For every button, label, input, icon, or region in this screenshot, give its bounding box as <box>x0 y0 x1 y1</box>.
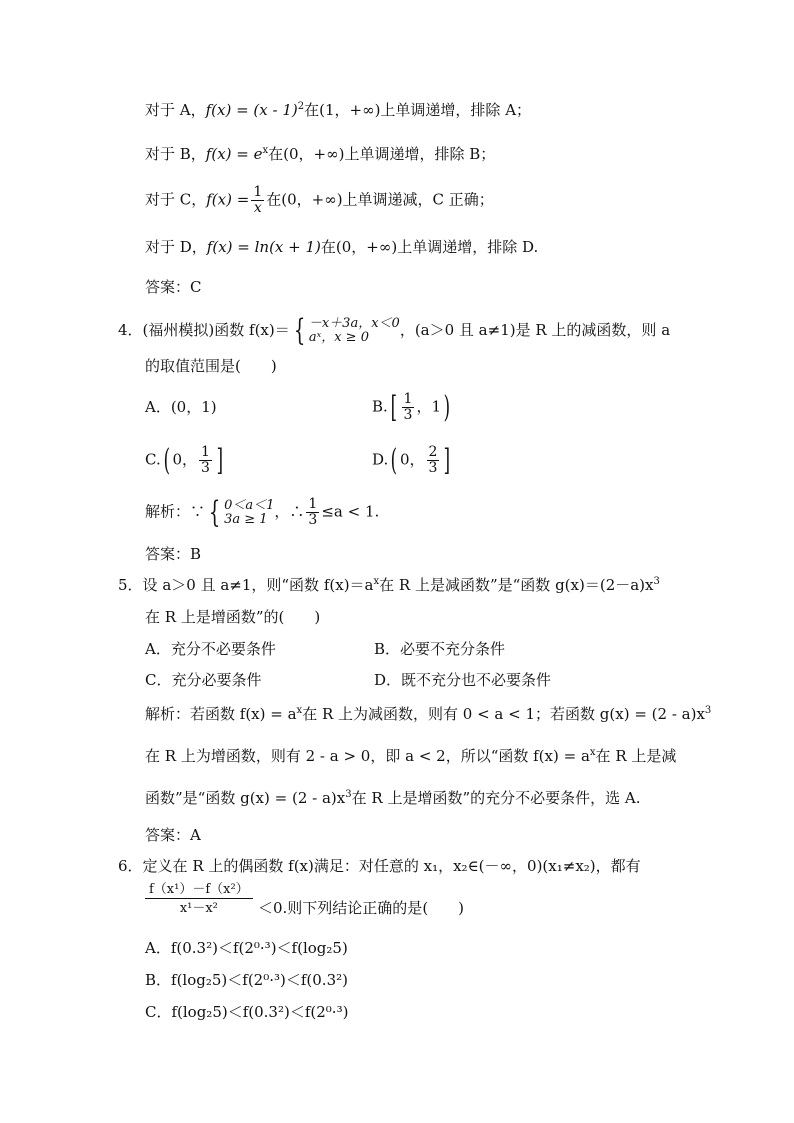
q6-option-c: C．f(log₂5)＜f(0.3²)＜f(2⁰·³) <box>145 1003 349 1021</box>
q4-solution-prefix: 解析：∵ <box>145 502 206 521</box>
q5-solution1-prefix: 解析：若函数 f(x) = a <box>145 705 297 723</box>
q4-option-b-label: B. <box>372 397 388 416</box>
q3-c-suffix: 在(0，+∞)上单调递减，C 正确； <box>266 190 494 209</box>
q6-fraction-denominator: x¹－x² <box>179 901 218 916</box>
q5-option-a: A．充分不必要条件 <box>145 640 276 658</box>
q4-cases <box>309 317 400 345</box>
q4-option-b-right-paren: ) <box>443 389 451 425</box>
q5-solution-line3 <box>145 789 640 807</box>
q3-c-fraction <box>251 185 264 216</box>
q4-case-2: aˣ，x ≥ 0 <box>308 330 369 345</box>
q5-solution2-exponent: x <box>589 747 596 758</box>
q5-stem1-exponent-2: 3 <box>653 576 660 587</box>
q4-solution-cases <box>224 499 274 527</box>
q4-stem-prefix: (福州模拟)函数 f(x)＝ <box>142 321 290 339</box>
q5-stem1-mid: 在 R 上是减函数”是“函数 g(x)＝(2－a)x <box>379 576 654 594</box>
q6-option-b: B．f(log₂5)＜f(2⁰·³)＜f(0.3²) <box>145 971 348 989</box>
q5-number: 5． <box>118 576 143 594</box>
q5-solution3-prefix: 函数”是“函数 g(x) = (2 - a)x <box>145 789 346 807</box>
q3-answer: 答案：C <box>145 278 202 296</box>
q4-option-c-left-paren: ( <box>163 442 170 478</box>
q4-solution-fraction <box>306 497 319 528</box>
q5-stem1-prefix: 设 a＞0 且 a≠1，则“函数 f(x)＝a <box>142 576 374 594</box>
q4-option-d-label: D. <box>372 450 389 469</box>
q4-option-c-right-bracket: ] <box>216 442 223 478</box>
q3-c-prefix: 对于 C， <box>145 190 207 209</box>
q3-c-math: f(x) = <box>206 190 250 209</box>
q3-line-a <box>145 101 531 119</box>
q3-c-numerator: 1 <box>253 184 263 200</box>
q4-stem-line2: 的取值范围是( ) <box>145 357 277 375</box>
q6-stem-line1 <box>118 857 641 875</box>
q5-option-c: C．充分必要条件 <box>145 671 262 689</box>
q4-solution-mid: ，∴ <box>274 502 305 521</box>
q3-a-suffix: 在(1，+∞)上单调递增，排除 A； <box>304 101 532 119</box>
q6-fraction <box>145 882 253 916</box>
q6-stem1: 定义在 R 上的偶函数 f(x)满足：对任意的 x₁，x₂∈(－∞，0)(x₁≠x₂)，都有 <box>142 857 641 875</box>
q4-solution <box>145 494 380 530</box>
q5-stem1-exponent-1: x <box>373 576 380 587</box>
q5-solution2-prefix: 在 R 上为增函数，则有 2 - a > 0，即 a < 2，所以“函数 f(x) = a <box>145 747 590 765</box>
q3-a-math: f(x) = (x - 1) <box>205 101 298 119</box>
q5-solution1-mid: 在 R 上为减函数，则有 0 < a < 1；若函数 g(x) = (2 - a)x <box>302 705 705 723</box>
q4-option-d-numerator: 2 <box>428 444 438 460</box>
q3-line-c <box>145 185 494 216</box>
q4-solution-suffix: ≤a < 1. <box>321 502 380 521</box>
q4-case-1: －x＋3a，x＜0 <box>308 316 400 331</box>
q3-line-d <box>145 238 538 256</box>
q4-solution-case-1: 0＜a＜1 <box>224 497 275 513</box>
q6-option-a: A．f(0.3²)＜f(2⁰·³)＜f(log₂5) <box>145 939 348 957</box>
q5-option-d: D．既不充分也不必要条件 <box>374 671 552 689</box>
q4-brace: { <box>293 313 306 348</box>
q4-option-c-label: C. <box>145 450 161 469</box>
q5-solution-line1 <box>145 705 711 723</box>
q4-option-b <box>372 389 453 425</box>
q3-b-exponent: x <box>262 145 269 156</box>
q4-option-c-mid: 0， <box>172 450 197 469</box>
q5-stem-line2: 在 R 上是增函数”的( ) <box>145 608 321 626</box>
q4-option-a: A．(0，1) <box>145 398 217 416</box>
q3-d-math: f(x) = ln(x + 1) <box>206 238 321 256</box>
q3-b-prefix: 对于 B， <box>145 145 206 163</box>
q4-option-d-left-paren: ( <box>390 442 398 478</box>
q6-number: 6． <box>118 857 143 875</box>
q4-answer: 答案：B <box>145 545 202 563</box>
q6-stem-line2: ＜0.则下列结论正确的是( ) <box>258 899 465 917</box>
q4-option-d-mid: 0， <box>399 450 425 469</box>
q4-option-d-denominator: 3 <box>428 460 438 476</box>
q5-option-b: B．必要不充分条件 <box>374 640 506 658</box>
q5-solution3-suffix: 在 R 上是增函数”的充分不必要条件，选 A. <box>351 789 641 807</box>
q4-solution-denominator: 3 <box>308 512 318 528</box>
q5-solution1-exponent-1: x <box>296 705 303 716</box>
q4-solution-case-2: 3a ≥ 1 <box>224 511 268 527</box>
q3-a-exponent: 2 <box>297 101 305 112</box>
q4-option-c-fraction <box>199 445 212 476</box>
q4-option-d-right-bracket: ] <box>444 442 451 478</box>
q4-option-c-numerator: 1 <box>200 444 210 460</box>
q4-solution-numerator: 1 <box>308 496 318 512</box>
q4-stem-line1 <box>118 313 671 348</box>
q3-a-prefix: 对于 A， <box>145 101 206 119</box>
q4-option-b-fraction <box>402 392 415 423</box>
q3-b-suffix: 在(0，+∞)上单调递增，排除 B； <box>268 145 496 163</box>
q5-solution3-exponent: 3 <box>345 789 352 800</box>
q6-fraction-numerator: f（x¹）－f（x²） <box>145 882 253 899</box>
q3-c-denominator: x <box>253 200 262 216</box>
q3-d-prefix: 对于 D， <box>145 238 207 256</box>
q4-option-b-denominator: 3 <box>403 407 413 423</box>
q3-line-b <box>145 145 495 163</box>
q4-option-c <box>145 442 226 478</box>
q5-solution2-suffix: 在 R 上是减 <box>595 747 677 765</box>
q4-solution-brace: { <box>208 494 221 530</box>
q4-option-d-fraction <box>427 445 440 476</box>
q3-b-math: f(x) = e <box>205 145 263 163</box>
q5-stem-line1 <box>118 576 660 594</box>
q5-solution-line2 <box>145 747 676 765</box>
q4-option-b-suffix: ，1 <box>416 397 441 416</box>
q3-d-suffix: 在(0，+∞)上单调递增，排除 D. <box>320 238 539 256</box>
q4-option-c-denominator: 3 <box>200 460 210 476</box>
q5-answer: 答案：A <box>145 826 201 844</box>
q4-number: 4． <box>118 321 143 339</box>
q4-option-d <box>372 442 453 478</box>
q4-option-b-left-bracket: [ <box>390 389 397 425</box>
q5-solution1-exponent-2: 3 <box>704 705 712 716</box>
q4-stem-suffix: ，(a＞0 且 a≠1)是 R 上的减函数，则 a <box>399 321 671 339</box>
q4-option-b-numerator: 1 <box>403 391 413 407</box>
